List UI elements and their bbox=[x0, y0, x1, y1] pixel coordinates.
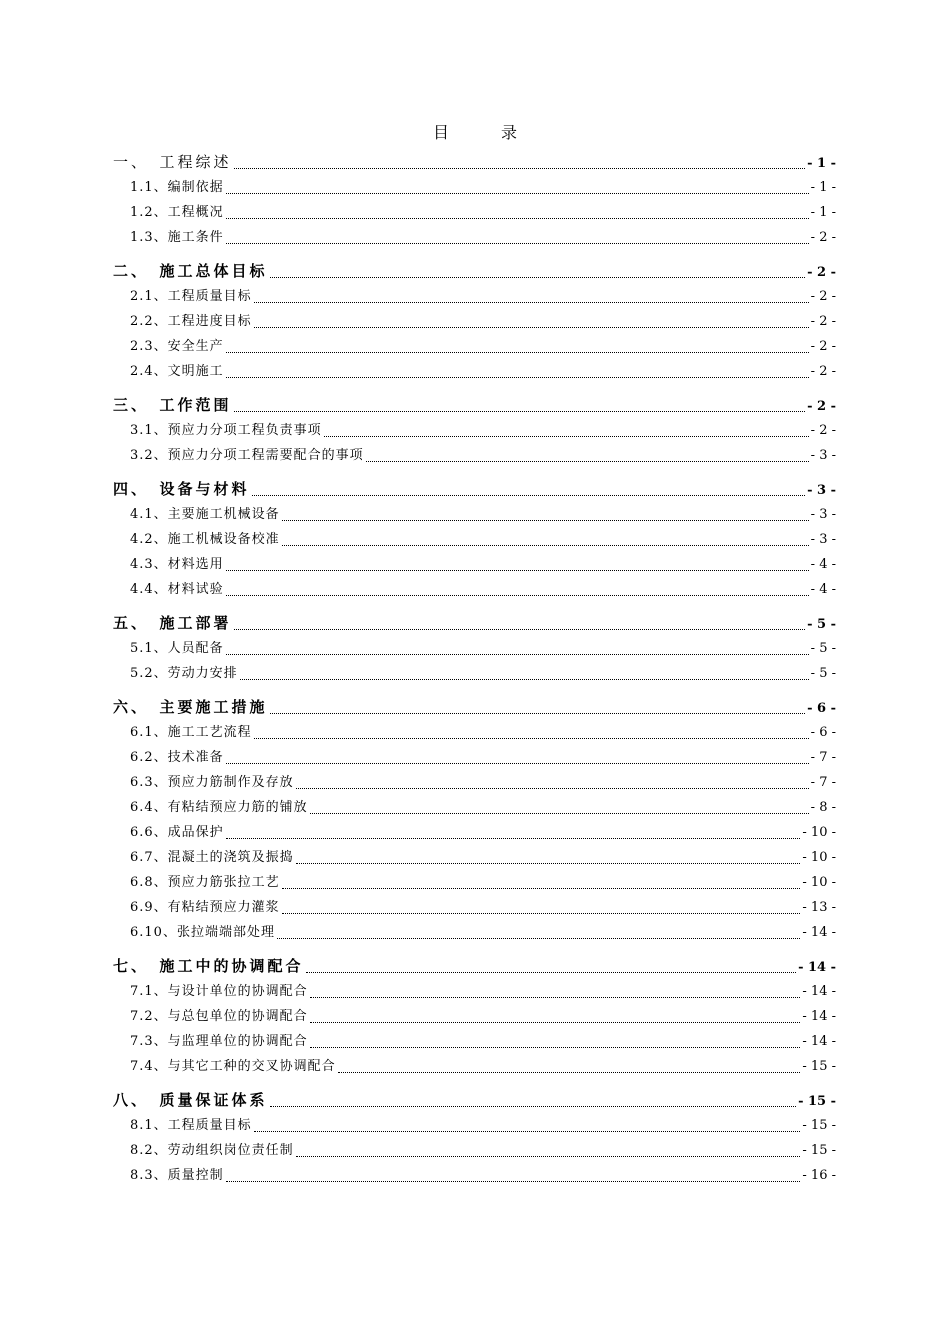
toc-subsection-entry[interactable] bbox=[113, 284, 836, 309]
toc-page-number: - 2 - bbox=[810, 339, 836, 354]
toc-page-number: - 14 - bbox=[802, 1009, 836, 1024]
toc-subsection-entry[interactable] bbox=[113, 502, 836, 527]
toc-page-number: - 13 - bbox=[802, 900, 836, 915]
toc-entry-label: 6.9、有粘结预应力灌浆 bbox=[130, 900, 280, 915]
toc-dot-leader bbox=[296, 863, 801, 864]
toc-page-number: - 15 - bbox=[802, 1059, 836, 1074]
toc-dot-leader bbox=[324, 436, 809, 437]
toc-dot-leader bbox=[310, 1047, 801, 1048]
toc-subsection-entry[interactable] bbox=[113, 200, 836, 225]
toc-entry-label: 7.4、与其它工种的交叉协调配合 bbox=[130, 1059, 336, 1074]
toc-subsection-entry[interactable] bbox=[113, 418, 836, 443]
toc-page-number: - 14 - bbox=[802, 925, 836, 940]
toc-page-number: - 3 - bbox=[810, 532, 836, 547]
toc-page-number: - 1 - bbox=[810, 205, 836, 220]
toc-dot-leader bbox=[282, 520, 809, 521]
toc-dot-leader bbox=[226, 595, 809, 596]
toc-page-number: - 8 - bbox=[810, 800, 836, 815]
toc-entry-label: 一、 工程综述 bbox=[113, 153, 232, 171]
toc-subsection-entry[interactable] bbox=[113, 720, 836, 745]
toc-section-entry[interactable] bbox=[113, 393, 836, 418]
toc-page-number: - 16 - bbox=[802, 1168, 836, 1183]
toc-subsection-entry[interactable] bbox=[113, 552, 836, 577]
toc-entry-label: 2.2、工程进度目标 bbox=[130, 314, 252, 329]
toc-page-number: - 2 - bbox=[810, 230, 836, 245]
toc-entry-label: 2.4、文明施工 bbox=[130, 364, 224, 379]
toc-subsection-entry[interactable] bbox=[113, 820, 836, 845]
toc-subsection-entry[interactable] bbox=[113, 1004, 836, 1029]
toc-subsection-entry[interactable] bbox=[113, 795, 836, 820]
toc-dot-leader bbox=[270, 277, 806, 278]
toc-entry-label: 6.10、张拉端端部处理 bbox=[130, 925, 275, 940]
toc-subsection-entry[interactable] bbox=[113, 1054, 836, 1079]
toc-entry-label: 4.1、主要施工机械设备 bbox=[130, 507, 280, 522]
toc-subsection-entry[interactable] bbox=[113, 745, 836, 770]
toc-page-number: - 1 - bbox=[810, 180, 836, 195]
toc-page-number: - 5 - bbox=[810, 666, 836, 681]
toc-page-number: - 10 - bbox=[802, 850, 836, 865]
toc-subsection-entry[interactable] bbox=[113, 175, 836, 200]
toc-entry-label: 8.3、质量控制 bbox=[130, 1168, 224, 1183]
toc-entry-label: 7.3、与监理单位的协调配合 bbox=[130, 1034, 308, 1049]
toc-page-number: - 2 - bbox=[810, 364, 836, 379]
toc-entry-label: 3.2、预应力分项工程需要配合的事项 bbox=[130, 448, 364, 463]
toc-entry-label: 6.6、成品保护 bbox=[130, 825, 224, 840]
toc-dot-leader bbox=[282, 913, 801, 914]
toc-entry-label: 7.1、与设计单位的协调配合 bbox=[130, 984, 308, 999]
toc-dot-leader bbox=[254, 302, 809, 303]
toc-dot-leader bbox=[296, 788, 809, 789]
toc-section-entry[interactable] bbox=[113, 695, 836, 720]
toc-entry-label: 4.3、材料选用 bbox=[130, 557, 224, 572]
toc-subsection-entry[interactable] bbox=[113, 1138, 836, 1163]
toc-entry-label: 8.2、劳动组织岗位责任制 bbox=[130, 1143, 294, 1158]
toc-dot-leader bbox=[254, 327, 809, 328]
toc-entry-label: 三、 工作范围 bbox=[113, 396, 232, 414]
toc-page-number: - 15 - bbox=[798, 1094, 836, 1109]
toc-dot-leader bbox=[296, 1156, 801, 1157]
toc-dot-leader bbox=[277, 938, 800, 939]
toc-page-number: - 14 - bbox=[802, 984, 836, 999]
toc-page-number: - 2 - bbox=[810, 314, 836, 329]
toc-page-number: - 5 - bbox=[807, 617, 836, 632]
toc-dot-leader bbox=[226, 570, 809, 571]
toc-section-entry[interactable] bbox=[113, 259, 836, 284]
toc-entry-label: 3.1、预应力分项工程负责事项 bbox=[130, 423, 322, 438]
toc-dot-leader bbox=[226, 377, 809, 378]
toc-page-number: - 14 - bbox=[798, 960, 836, 975]
toc-page-number: - 2 - bbox=[807, 265, 836, 280]
toc-page-number: - 2 - bbox=[810, 423, 836, 438]
toc-page-number: - 2 - bbox=[807, 399, 836, 414]
toc-section-entry[interactable] bbox=[113, 954, 836, 979]
toc-dot-leader bbox=[310, 813, 809, 814]
toc-entry-label: 8.1、工程质量目标 bbox=[130, 1118, 252, 1133]
toc-page-number: - 15 - bbox=[802, 1118, 836, 1133]
toc-entry-label: 1.2、工程概况 bbox=[130, 205, 224, 220]
table-of-contents bbox=[113, 150, 836, 1188]
toc-page-number: - 10 - bbox=[802, 825, 836, 840]
toc-subsection-entry[interactable] bbox=[113, 636, 836, 661]
toc-subsection-entry[interactable] bbox=[113, 895, 836, 920]
toc-entry-label: 6.7、混凝土的浇筑及振捣 bbox=[130, 850, 294, 865]
toc-entry-label: 4.2、施工机械设备校准 bbox=[130, 532, 280, 547]
toc-subsection-entry[interactable] bbox=[113, 661, 836, 686]
toc-dot-leader bbox=[254, 1131, 801, 1132]
toc-page-number: - 4 - bbox=[810, 557, 836, 572]
toc-title: 目 录 bbox=[432, 123, 535, 142]
toc-subsection-entry[interactable] bbox=[113, 443, 836, 468]
toc-dot-leader bbox=[234, 629, 806, 630]
toc-dot-leader bbox=[226, 763, 809, 764]
toc-page-number: - 15 - bbox=[802, 1143, 836, 1158]
toc-subsection-entry[interactable] bbox=[113, 1163, 836, 1188]
toc-dot-leader bbox=[234, 168, 806, 169]
toc-page-number: - 6 - bbox=[810, 725, 836, 740]
toc-entry-label: 五、 施工部署 bbox=[113, 614, 232, 632]
toc-entry-label: 5.2、劳动力安排 bbox=[130, 666, 238, 681]
toc-dot-leader bbox=[282, 888, 801, 889]
toc-entry-label: 6.3、预应力筋制作及存放 bbox=[130, 775, 294, 790]
toc-section-entry[interactable] bbox=[113, 477, 836, 502]
toc-subsection-entry[interactable] bbox=[113, 309, 836, 334]
toc-page-number: - 3 - bbox=[807, 483, 836, 498]
toc-entry-label: 1.3、施工条件 bbox=[130, 230, 224, 245]
toc-dot-leader bbox=[270, 713, 806, 714]
toc-dot-leader bbox=[282, 545, 809, 546]
toc-section-entry[interactable] bbox=[113, 611, 836, 636]
toc-dot-leader bbox=[270, 1106, 797, 1107]
toc-subsection-entry[interactable] bbox=[113, 870, 836, 895]
toc-entry-label: 八、 质量保证体系 bbox=[113, 1091, 268, 1109]
toc-entry-label: 六、 主要施工措施 bbox=[113, 698, 268, 716]
toc-page-number: - 7 - bbox=[810, 750, 836, 765]
toc-dot-leader bbox=[226, 1181, 801, 1182]
toc-page-number: - 14 - bbox=[802, 1034, 836, 1049]
toc-subsection-entry[interactable] bbox=[113, 920, 836, 945]
toc-subsection-entry[interactable] bbox=[113, 1113, 836, 1138]
toc-dot-leader bbox=[226, 193, 809, 194]
toc-dot-leader bbox=[226, 243, 809, 244]
toc-page-number: - 6 - bbox=[807, 701, 836, 716]
toc-page-number: - 3 - bbox=[810, 448, 836, 463]
toc-subsection-entry[interactable] bbox=[113, 359, 836, 384]
toc-entry-label: 6.2、技术准备 bbox=[130, 750, 224, 765]
toc-dot-leader bbox=[234, 411, 806, 412]
toc-subsection-entry[interactable] bbox=[113, 845, 836, 870]
toc-entry-label: 二、 施工总体目标 bbox=[113, 262, 268, 280]
toc-entry-label: 1.1、编制依据 bbox=[130, 180, 224, 195]
toc-dot-leader bbox=[226, 654, 809, 655]
toc-page-number: - 5 - bbox=[810, 641, 836, 656]
toc-entry-label: 七、 施工中的协调配合 bbox=[113, 957, 304, 975]
toc-entry-label: 7.2、与总包单位的协调配合 bbox=[130, 1009, 308, 1024]
toc-page-number: - 10 - bbox=[802, 875, 836, 890]
toc-section-entry[interactable] bbox=[113, 1088, 836, 1113]
toc-dot-leader bbox=[252, 495, 806, 496]
toc-page-number: - 7 - bbox=[810, 775, 836, 790]
toc-subsection-entry[interactable] bbox=[113, 527, 836, 552]
toc-subsection-entry[interactable] bbox=[113, 225, 836, 250]
toc-dot-leader bbox=[226, 838, 801, 839]
toc-subsection-entry[interactable] bbox=[113, 577, 836, 602]
toc-entry-label: 6.4、有粘结预应力筋的铺放 bbox=[130, 800, 308, 815]
toc-dot-leader bbox=[226, 218, 809, 219]
toc-dot-leader bbox=[226, 352, 809, 353]
toc-entry-label: 2.1、工程质量目标 bbox=[130, 289, 252, 304]
toc-page-number: - 4 - bbox=[810, 582, 836, 597]
toc-page-number: - 1 - bbox=[807, 156, 836, 171]
toc-subsection-entry[interactable] bbox=[113, 1029, 836, 1054]
toc-entry-label: 四、 设备与材料 bbox=[113, 480, 250, 498]
toc-section-entry[interactable] bbox=[113, 150, 836, 175]
toc-subsection-entry[interactable] bbox=[113, 770, 836, 795]
toc-entry-label: 6.1、施工工艺流程 bbox=[130, 725, 252, 740]
toc-dot-leader bbox=[310, 1022, 801, 1023]
toc-page-number: - 2 - bbox=[810, 289, 836, 304]
toc-dot-leader bbox=[338, 1072, 801, 1073]
toc-subsection-entry[interactable] bbox=[113, 979, 836, 1004]
toc-entry-label: 2.3、安全生产 bbox=[130, 339, 224, 354]
toc-dot-leader bbox=[240, 679, 809, 680]
toc-dot-leader bbox=[310, 997, 801, 998]
toc-entry-label: 5.1、人员配备 bbox=[130, 641, 224, 656]
toc-page-number: - 3 - bbox=[810, 507, 836, 522]
toc-entry-label: 6.8、预应力筋张拉工艺 bbox=[130, 875, 280, 890]
toc-dot-leader bbox=[254, 738, 809, 739]
toc-entry-label: 4.4、材料试验 bbox=[130, 582, 224, 597]
toc-dot-leader bbox=[366, 461, 809, 462]
toc-subsection-entry[interactable] bbox=[113, 334, 836, 359]
toc-dot-leader bbox=[306, 972, 797, 973]
